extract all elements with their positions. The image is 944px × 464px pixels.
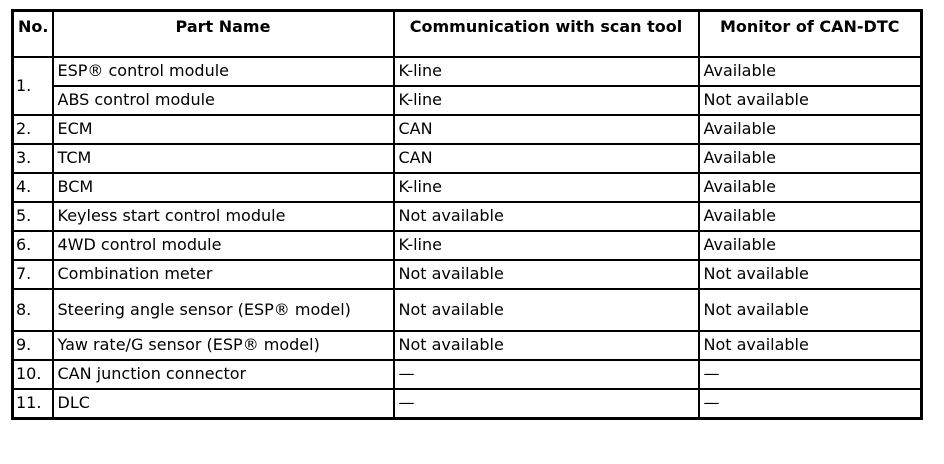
communication-cell: Not available bbox=[394, 331, 699, 360]
communication-cell: Not available bbox=[394, 202, 699, 231]
part-name-cell: Combination meter bbox=[53, 260, 394, 289]
communication-cell: Not available bbox=[394, 260, 699, 289]
monitor-cell: Available bbox=[699, 231, 922, 260]
table-row bbox=[13, 260, 922, 289]
table-row bbox=[13, 202, 922, 231]
header-monitor: Monitor of CAN-DTC bbox=[699, 11, 922, 57]
part-name-cell: Steering angle sensor (ESP® model) bbox=[53, 289, 394, 331]
monitor-cell: — bbox=[699, 360, 922, 389]
part-name-cell: BCM bbox=[53, 173, 394, 202]
table-row bbox=[13, 331, 922, 360]
row-number: 6. bbox=[13, 231, 53, 260]
header-communication: Communication with scan tool bbox=[394, 11, 699, 57]
table-row bbox=[13, 231, 922, 260]
part-name-cell: Keyless start control module bbox=[53, 202, 394, 231]
monitor-cell: Available bbox=[699, 173, 922, 202]
monitor-cell: Not available bbox=[699, 86, 922, 115]
row-number: 10. bbox=[13, 360, 53, 389]
row-number: 11. bbox=[13, 389, 53, 419]
row-number: 7. bbox=[13, 260, 53, 289]
table-row bbox=[13, 173, 922, 202]
monitor-cell: Not available bbox=[699, 331, 922, 360]
table-row bbox=[13, 86, 922, 115]
table-row bbox=[13, 144, 922, 173]
communication-cell: K-line bbox=[394, 173, 699, 202]
monitor-cell: Available bbox=[699, 115, 922, 144]
part-name-cell: ABS control module bbox=[53, 86, 394, 115]
table-row bbox=[13, 360, 922, 389]
header-part-name: Part Name bbox=[53, 11, 394, 57]
parts-table-container bbox=[11, 9, 920, 420]
row-number: 2. bbox=[13, 115, 53, 144]
communication-cell: CAN bbox=[394, 144, 699, 173]
part-name-cell: DLC bbox=[53, 389, 394, 419]
monitor-cell: Available bbox=[699, 202, 922, 231]
monitor-cell: Not available bbox=[699, 289, 922, 331]
communication-cell: K-line bbox=[394, 86, 699, 115]
row-number: 8. bbox=[13, 289, 53, 331]
table-row bbox=[13, 115, 922, 144]
communication-cell: — bbox=[394, 360, 699, 389]
row-number: 5. bbox=[13, 202, 53, 231]
header-row bbox=[13, 11, 922, 57]
monitor-cell: Available bbox=[699, 144, 922, 173]
table-row bbox=[13, 389, 922, 419]
table-row bbox=[13, 289, 922, 331]
part-name-cell: 4WD control module bbox=[53, 231, 394, 260]
part-name-cell: ECM bbox=[53, 115, 394, 144]
communication-cell: Not available bbox=[394, 289, 699, 331]
parts-table bbox=[11, 9, 923, 420]
table-row bbox=[13, 57, 922, 86]
monitor-cell: — bbox=[699, 389, 922, 419]
part-name-cell: ESP® control module bbox=[53, 57, 394, 86]
part-name-cell: CAN junction connector bbox=[53, 360, 394, 389]
communication-cell: K-line bbox=[394, 57, 699, 86]
row-number: 9. bbox=[13, 331, 53, 360]
part-name-cell: Yaw rate/G sensor (ESP® model) bbox=[53, 331, 394, 360]
communication-cell: K-line bbox=[394, 231, 699, 260]
communication-cell: CAN bbox=[394, 115, 699, 144]
monitor-cell: Not available bbox=[699, 260, 922, 289]
header-no: No. bbox=[13, 11, 53, 57]
row-number: 3. bbox=[13, 144, 53, 173]
part-name-cell: TCM bbox=[53, 144, 394, 173]
row-number: 1. bbox=[13, 57, 53, 115]
communication-cell: — bbox=[394, 389, 699, 419]
monitor-cell: Available bbox=[699, 57, 922, 86]
row-number: 4. bbox=[13, 173, 53, 202]
